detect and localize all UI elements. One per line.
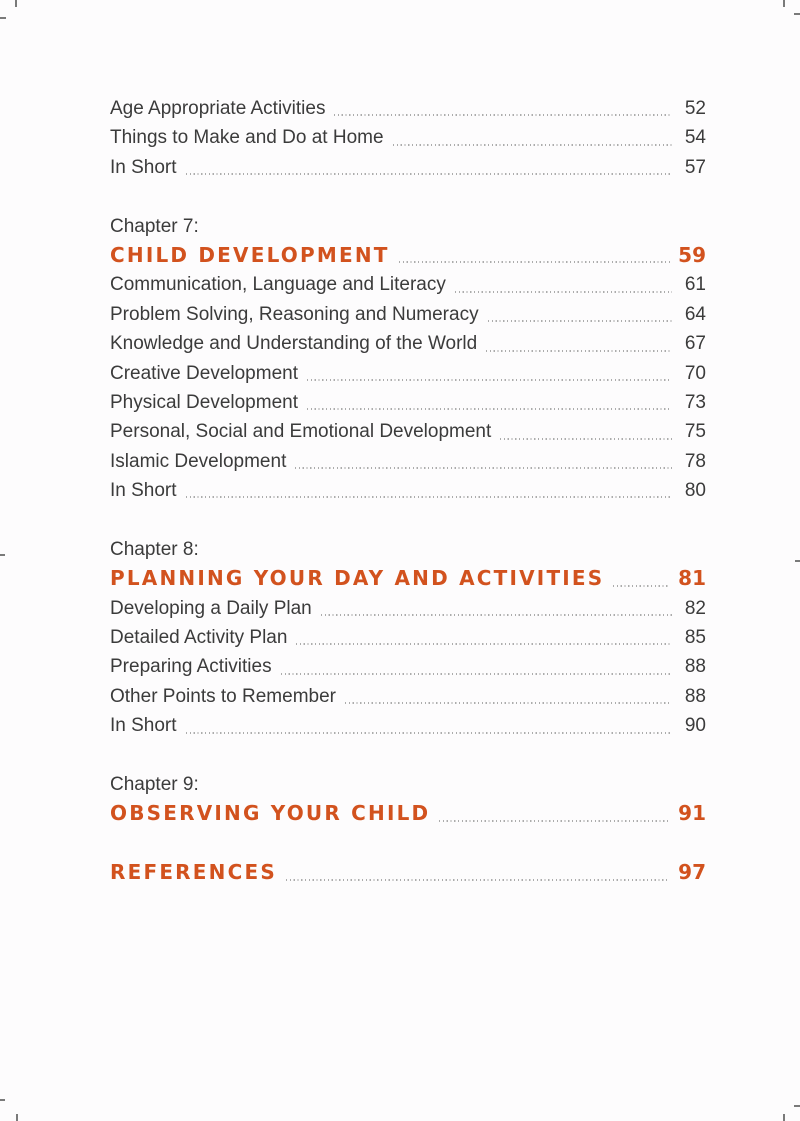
toc-entry [110, 270, 706, 299]
toc-entry-page: 75 [684, 421, 706, 443]
toc-entry-label: Physical Development [110, 391, 298, 413]
toc-entry-page: 61 [684, 274, 706, 296]
toc-entry [110, 94, 706, 123]
crop-mark-bottom-left-vertical [16, 1114, 18, 1121]
dot-leader [393, 144, 672, 146]
dot-leader [500, 438, 672, 440]
toc-entry [110, 359, 706, 388]
toc-entry-page: 88 [684, 685, 706, 707]
toc-entry-label: Creative Development [110, 362, 298, 384]
dot-leader [399, 261, 671, 263]
chapter-title-page: 81 [678, 566, 706, 591]
dot-leader [488, 320, 672, 322]
chapter-title: OBSERVING YOUR CHILD [110, 801, 431, 826]
dot-leader [186, 173, 672, 175]
toc-entry-label: Detailed Activity Plan [110, 627, 288, 649]
toc-section-chapter-8 [110, 535, 706, 741]
toc-entry [110, 153, 706, 182]
toc-entry-label: Knowledge and Understanding of the World [110, 333, 478, 355]
toc-entry-page: 52 [684, 98, 706, 119]
dot-leader [186, 496, 672, 498]
dot-leader [613, 585, 670, 587]
chapter-title: CHILD DEVELOPMENT [110, 242, 390, 267]
toc-entry [110, 388, 706, 417]
dot-leader [439, 820, 670, 822]
toc-entry-page: 80 [684, 480, 706, 502]
crop-mark-middle-left [0, 554, 5, 556]
toc-entry-label: Age Appropriate Activities [110, 98, 326, 119]
crop-mark-top-right-horizontal [794, 13, 800, 15]
toc-entry-page: 82 [684, 597, 706, 619]
toc-entry-page: 88 [684, 656, 706, 678]
toc-entry-label: In Short [110, 715, 177, 737]
dot-leader [295, 467, 672, 469]
toc-entry [110, 682, 706, 711]
toc-entry-page: 73 [684, 391, 706, 413]
crop-mark-top-left-horizontal [0, 17, 6, 19]
toc-entry-label: Problem Solving, Reasoning and Numeracy [110, 303, 479, 325]
dot-leader [455, 291, 672, 293]
toc-section [110, 94, 706, 182]
toc-entry-label: Things to Make and Do at Home [110, 127, 384, 149]
toc-content [110, 94, 706, 888]
chapter-label: Chapter 7: [110, 215, 199, 237]
toc-entry-page: 64 [684, 303, 706, 325]
chapter-label-row [110, 212, 706, 241]
toc-entry [110, 652, 706, 681]
crop-mark-bottom-right-vertical [783, 1114, 785, 1121]
dot-leader [345, 702, 672, 704]
toc-entry [110, 417, 706, 446]
toc-section-chapter-9 [110, 770, 706, 829]
crop-mark-bottom-left-horizontal [0, 1099, 5, 1101]
toc-entry-page: 70 [684, 362, 706, 384]
toc-entry-label: In Short [110, 480, 177, 502]
chapter-title-row [110, 799, 706, 828]
toc-entry-page: 85 [684, 627, 706, 649]
dot-leader [307, 379, 672, 381]
crop-mark-middle-right [795, 560, 800, 562]
chapter-label-row [110, 535, 706, 564]
chapter-title-page: 59 [678, 242, 706, 267]
crop-mark-top-left-vertical [15, 0, 17, 7]
toc-entry-page: 57 [684, 156, 706, 178]
toc-entry [110, 300, 706, 329]
dot-leader [281, 673, 672, 675]
toc-entry [110, 123, 706, 152]
toc-entry [110, 594, 706, 623]
chapter-label-row [110, 770, 706, 799]
toc-entry-page: 67 [684, 333, 706, 355]
toc-entry-label: Personal, Social and Emotional Development [110, 421, 492, 443]
chapter-label: Chapter 9: [110, 773, 199, 795]
dot-leader [286, 879, 670, 881]
toc-section-chapter-7 [110, 212, 706, 506]
toc-entry-label: In Short [110, 156, 177, 178]
toc-entry-label: Communication, Language and Literacy [110, 274, 446, 296]
dot-leader [307, 408, 672, 410]
dot-leader [321, 614, 672, 616]
toc-section-references [110, 858, 706, 887]
dot-leader [486, 350, 672, 352]
toc-entry [110, 447, 706, 476]
chapter-title: PLANNING YOUR DAY AND ACTIVITIES [110, 566, 605, 591]
chapter-title-page: 91 [678, 801, 706, 826]
dot-leader [186, 732, 672, 734]
crop-mark-bottom-right-horizontal [794, 1105, 800, 1107]
dot-leader [334, 114, 672, 116]
toc-entry-label: Preparing Activities [110, 656, 272, 678]
toc-entry-label: Developing a Daily Plan [110, 597, 312, 619]
toc-entry [110, 711, 706, 740]
dot-leader [296, 643, 672, 645]
toc-entry-label: Islamic Development [110, 450, 287, 472]
references-page: 97 [678, 860, 706, 885]
toc-entry [110, 476, 706, 505]
chapter-label: Chapter 8: [110, 538, 199, 560]
chapter-title-row [110, 564, 706, 593]
toc-entry-page: 90 [684, 715, 706, 737]
chapter-title-row [110, 241, 706, 270]
toc-entry [110, 329, 706, 358]
toc-entry [110, 623, 706, 652]
toc-entry-page: 54 [684, 127, 706, 149]
references-title-row [110, 858, 706, 887]
toc-entry-label: Other Points to Remember [110, 685, 336, 707]
references-title: REFERENCES [110, 860, 277, 885]
crop-mark-top-right-vertical [783, 0, 785, 7]
toc-entry-page: 78 [684, 450, 706, 472]
